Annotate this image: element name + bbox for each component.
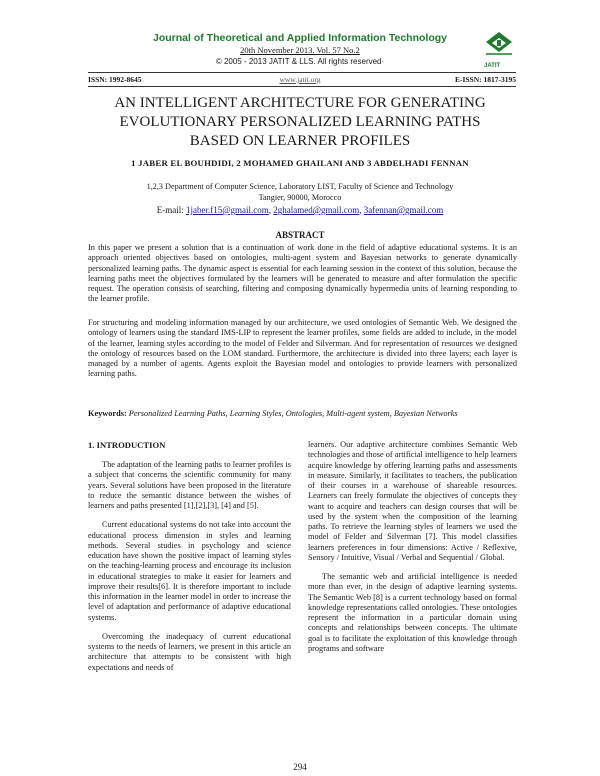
affiliation-line-1: 1,2,3 Department of Computer Science, Laboratory LIST, Faculty of Science and Technology <box>146 182 454 191</box>
left-column <box>88 440 291 682</box>
paper-title <box>60 94 540 151</box>
keywords-label: Keywords: <box>88 409 127 418</box>
right-column <box>308 440 517 663</box>
keywords <box>88 409 517 419</box>
logo-text: JATIT <box>484 63 501 69</box>
website-link[interactable]: www.jatit.org <box>279 75 321 84</box>
affiliation-line-2: Tangier, 90000, Morocco <box>258 193 342 202</box>
body-paragraph: Overcoming the inadequacy of current educational systems to the needs of learners, we present in this article an architecture that attempts to be consistent with high expectations and needs of <box>88 631 291 672</box>
journal-title: Journal of Theoretical and Applied Information Technology <box>152 32 447 44</box>
email-line: E-mail: 1jaber.f15@gmail.com, 2ghalamed@gmail.com, 3afennan@gmail.com <box>156 205 444 215</box>
page-number: 294 <box>293 762 307 772</box>
copyright-line: © 2005 - 2013 JATIT & LLS. All rights reserved· <box>215 57 385 66</box>
email-label: E-mail: <box>156 205 184 215</box>
email-link-3[interactable]: 3afennan@gmail.com <box>363 205 444 215</box>
abstract-paragraph-1: In this paper we present a solution that is a continuation of work done in the field of adaptive educational systems. It is an approach oriented objectives based on ontologies, multi-agent system and Bayesian networks to generate dynamically personalized learning paths. The dynamic aspect is essential for each learning session in the context of this solution, because the learning paths meet the objectives formulated by the learners will be generated to measure and after formulation the specific request. The operation consists of searching, filtering and composing dynamically hypermedia units of learning responding to the learner profile. <box>88 243 517 304</box>
volume-line: 20th November 2013. Vol. 57 No.2 <box>240 45 360 55</box>
header-divider-top <box>88 72 516 73</box>
affiliation <box>0 181 600 203</box>
title-line-1: AN INTELLIGENT ARCHITECTURE FOR GENERATING <box>114 95 486 111</box>
eissn: E-ISSN: 1817-3195 <box>454 75 516 84</box>
email-link-1[interactable]: 1jaber.f15@gmail.com <box>185 205 269 215</box>
issn: ISSN: 1992-8645 <box>88 75 142 84</box>
body-paragraph: The adaptation of the learning paths to learner profiles is a subject that concerns the scientific community for many years. Several solutions have been proposed in the literature to reduce the semantic distance between the wishes of learners and paths presented [1],[2],[3], [4] and [5]. <box>88 460 291 510</box>
body-paragraph: The semantic web and artificial intelligence is needed more than ever, in the design of adaptive learning systems. The Semantic Web [8] is a current technology based on formal knowledge representations called ontologies. These ontologies represent the information in a particular domain using concepts and relationships between concepts. The ultimate goal is to facilitate the exploitation of this knowledge through programs and software <box>308 572 517 653</box>
title-line-3: BASED ON LEARNER PROFILES <box>189 133 411 149</box>
title-line-2: EVOLUTIONARY PERSONALIZED LEARNING PATHS <box>119 114 481 130</box>
section-heading-introduction: 1. INTRODUCTION <box>88 440 166 450</box>
abstract-paragraph-2: For structuring and modeling information managed by our architecture, we used ontologies of Semantic Web. We designed the ontology of learners using the standard IMS-LIP to represent the learner profiles, some fields are added to include, in the model of the learner, learning styles according to the model of Felder and Silverman. And for representation of resources we designed the ontology of resources based on the LOM standard. Furthermore, the architecture is divided into three layers; each layer is managed by a number of agents. Agents exploit the Bayesian model and ontologies to provide learners with personalized learning paths. <box>88 318 517 379</box>
body-paragraph: learners. Our adaptive architecture combines Semantic Web technologies and those of artificial intelligence to help learners acquire knowledge by offering learning paths and assessments in measure. Similarly, it facilitates to teachers, the publication of their courses in a warehouse of shareable resources. Learners can freely formulate the objectives of concepts they want to acquire and teachers can design courses that will be used by the system when the composition of the learning paths. To retrieve the learning styles of learners we used the model of Felder and Silverman [7]. This model classifies learners preferences in four dimensions: Active / Reflexive, Sensory / Intuitive, Visual / Verbal and Sequential / Global. <box>308 440 517 562</box>
abstract-heading: ABSTRACT <box>275 230 325 240</box>
authors-line: 1 JABER EL BOUHDIDI, 2 MOHAMED GHAILANI AND 3 ABDELHADI FENNAN <box>131 158 469 168</box>
header-divider-bottom <box>88 86 516 87</box>
email-link-2[interactable]: 2ghalamed@gmail.com <box>273 205 360 215</box>
body-paragraph: Current educational systems do not take into account the educational process dimension in styles and learning methods. Several studies in psychology and science education have shown the positive impact of learning styles on the teaching-learning process and encourage its inclusion in educational strategies to make it easier for learners and improve their results[6]. It is therefore important to include this information in the learner model in order to increase the level of adaptation and performance of adaptive educational systems. <box>88 520 291 622</box>
keywords-list: Personalized Learning Paths, Learning Styles, Ontologies, Multi-agent system, Bayesian Networks <box>128 409 458 418</box>
